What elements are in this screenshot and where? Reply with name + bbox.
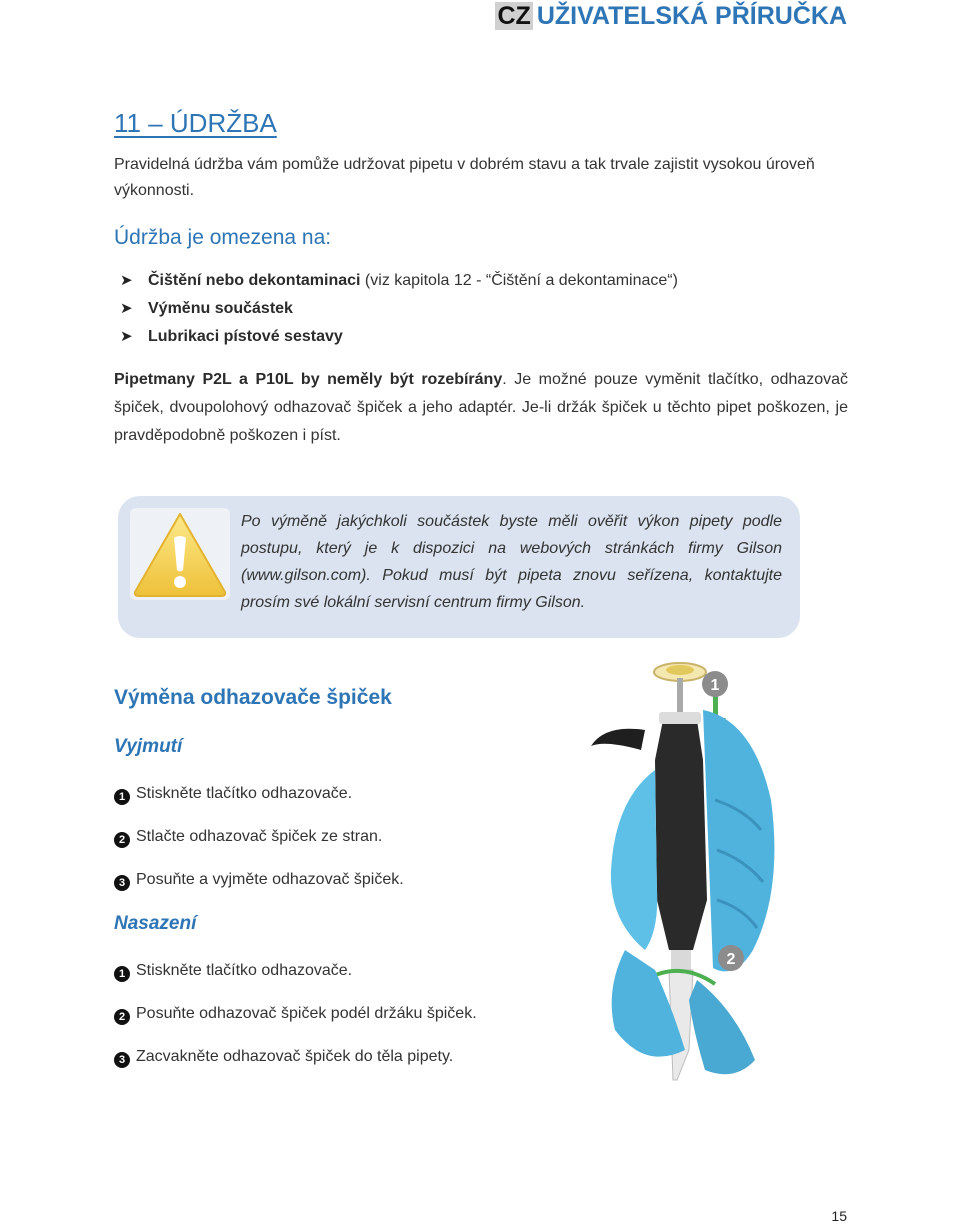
step-text: Stiskněte tlačítko odhazovače. bbox=[136, 962, 353, 979]
install-step bbox=[114, 1005, 477, 1025]
paragraph-rest: . Je možné pouze vyměnit tlačítko, odhazovač špiček, dvoupolohový odhazovač špiček a jeho adaptér. Je-li držák špiček u těchto pipet poškozen, je pravděpodobně poškozen i píst. bbox=[114, 371, 848, 444]
section-heading: 11 – ÚDRŽBA bbox=[114, 108, 277, 138]
step-text: Stlačte odhazovač špiček ze stran. bbox=[136, 828, 383, 845]
page-number: 15 bbox=[831, 1208, 847, 1224]
disassembly-paragraph bbox=[114, 366, 848, 450]
install-step bbox=[114, 962, 352, 982]
ejector-heading: Výměna odhazovače špiček bbox=[114, 686, 392, 709]
step-number: 2 bbox=[114, 832, 130, 848]
note-text: Po výměně jakýchkoli součástek byste měli ověřit výkon pipety podle postupu, který je k dispozici na webových stránkách firmy Gilson (www.gilson.com). Pokud musí být pipeta znovu seřízena, kontaktujte prosím své lokální servisní centrum firmy Gilson. bbox=[241, 513, 782, 611]
arrow-bullet-icon: ➤ bbox=[120, 328, 133, 345]
step-number: 3 bbox=[114, 1052, 130, 1068]
removal-step bbox=[114, 871, 404, 891]
language-code: CZ bbox=[497, 2, 531, 30]
list-item bbox=[120, 296, 678, 324]
install-step bbox=[114, 1048, 453, 1068]
step-number: 1 bbox=[114, 789, 130, 805]
warning-note bbox=[118, 496, 800, 638]
pipette-photo bbox=[585, 650, 785, 1082]
arrow-bullet-icon: ➤ bbox=[120, 272, 133, 289]
step-text: Stiskněte tlačítko odhazovače. bbox=[136, 785, 353, 802]
step-number: 2 bbox=[114, 1009, 130, 1025]
install-heading: Nasazení bbox=[114, 913, 197, 934]
list-item bbox=[120, 268, 678, 296]
list-item-bold: Výměnu součástek bbox=[148, 300, 293, 317]
paragraph-bold: Pipetmany P2L a P10L by neměly být rozebírány bbox=[114, 371, 503, 388]
step-text: Posuňte odhazovač špiček podél držáku špiček. bbox=[136, 1005, 477, 1022]
step-number: 1 bbox=[114, 966, 130, 982]
removal-step bbox=[114, 785, 352, 805]
step-text: Zacvakněte odhazovač špiček do těla pipety. bbox=[136, 1048, 454, 1065]
step-text: Posuňte a vyjměte odhazovač špiček. bbox=[136, 871, 404, 888]
list-item-rest: (viz kapitola 12 - “Čištění a dekontaminace“) bbox=[360, 272, 678, 289]
warning-icon bbox=[130, 508, 230, 600]
intro-text: Pravidelná údržba vám pomůže udržovat pipetu v dobrém stavu a tak trvale zajistit vysokou úroveň výkonnosti. bbox=[114, 156, 815, 199]
maintenance-list bbox=[120, 268, 678, 352]
list-item-bold: Čištění nebo dekontaminaci bbox=[148, 272, 361, 289]
header-title: UŽIVATELSKÁ PŘÍRUČKA bbox=[536, 2, 847, 30]
list-item-bold: Lubrikaci pístové sestavy bbox=[148, 328, 343, 345]
svg-text:1: 1 bbox=[710, 677, 720, 694]
limited-heading: Údržba je omezena na: bbox=[114, 226, 332, 249]
svg-text:2: 2 bbox=[726, 951, 736, 968]
arrow-bullet-icon: ➤ bbox=[120, 300, 133, 317]
step-number: 3 bbox=[114, 875, 130, 891]
removal-step bbox=[114, 828, 382, 848]
page-header bbox=[495, 2, 847, 31]
removal-heading: Vyjmutí bbox=[114, 736, 183, 757]
list-item bbox=[120, 324, 678, 352]
